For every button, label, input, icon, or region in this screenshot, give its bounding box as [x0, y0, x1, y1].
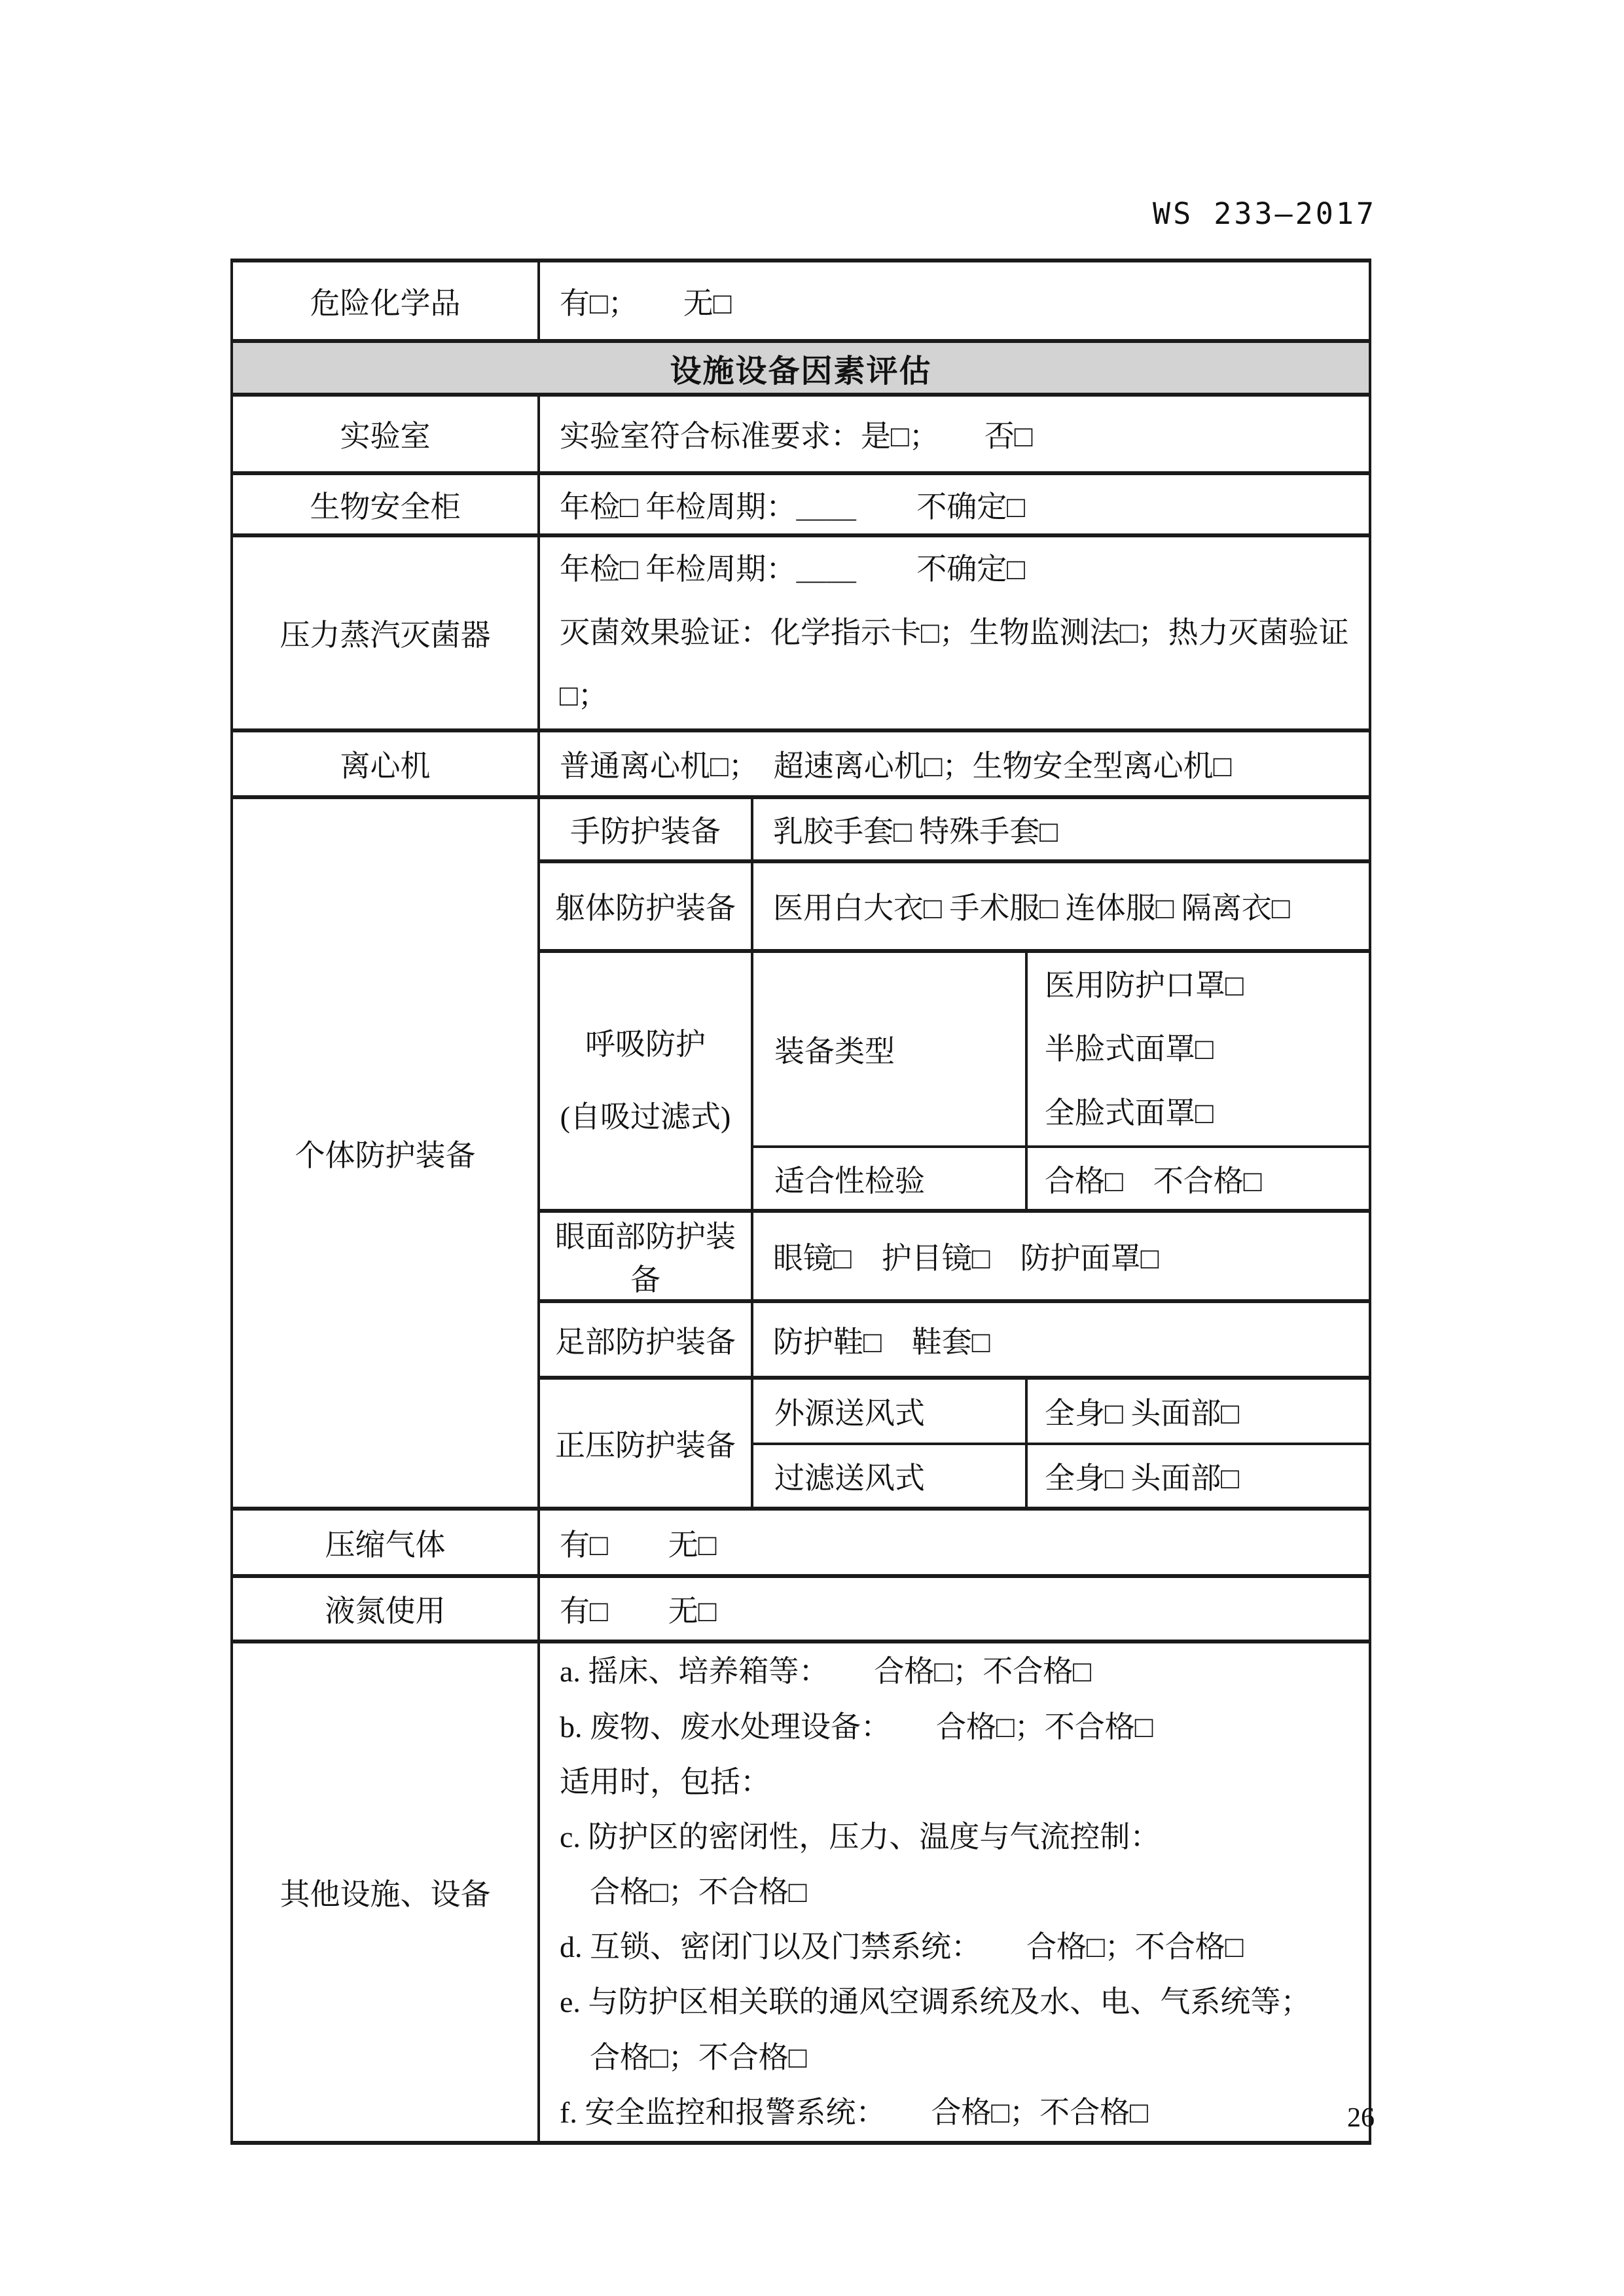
ppe-fit-test-label: 适合性检验: [752, 1147, 1026, 1211]
section-title: 设施设备因素评估: [232, 341, 1370, 395]
laboratory-label: 实验室: [232, 395, 539, 473]
ppe-filtered-supplied-options: 全身□ 头面部□: [1026, 1444, 1370, 1509]
ppe-mask-option-half-face: 半脸式面罩□: [1045, 1032, 1214, 1066]
compressed-gas-options: 有□ 无□: [539, 1509, 1370, 1576]
ppe-label: 个体防护装备: [232, 797, 539, 1509]
centrifuge-options: 普通离心机□； 超速离心机□；生物安全型离心机□: [539, 730, 1370, 797]
other-facilities-line-c: c. 防护区的密闭性，压力、温度与气流控制：: [560, 1820, 1161, 1854]
other-facilities-line-e-result: 合格□；不合格□: [560, 2040, 807, 2074]
other-facilities-line-e: e. 与防护区相关联的通风空调系统及水、电、气系统等；: [560, 1985, 1311, 2019]
hazardous-chemicals-label: 危险化学品: [232, 260, 539, 341]
ppe-body-options: 医用白大衣□ 手术服□ 连体服□ 隔离衣□: [752, 861, 1370, 951]
autoclave-options: [539, 535, 1370, 730]
ppe-foot-options: 防护鞋□ 鞋套□: [752, 1301, 1370, 1378]
ppe-positive-pressure-label: 正压防护装备: [539, 1378, 752, 1509]
row-autoclave: [232, 535, 1370, 730]
ppe-filtered-supplied-label: 过滤送风式: [752, 1444, 1026, 1509]
ppe-hand-label: 手防护装备: [539, 797, 752, 861]
ppe-eye-face-label: 眼面部防护装备: [539, 1211, 752, 1301]
ppe-mask-option-medical: 医用防护口罩□: [1045, 968, 1244, 1002]
compressed-gas-label: 压缩气体: [232, 1509, 539, 1576]
liquid-nitrogen-label: 液氮使用: [232, 1576, 539, 1641]
row-compressed-gas: [232, 1509, 1370, 1576]
centrifuge-label: 离心机: [232, 730, 539, 797]
other-facilities-label: 其他设施、设备: [232, 1641, 539, 2143]
laboratory-options: 实验室符合标准要求：是□； 否□: [539, 395, 1370, 473]
ppe-foot-label: 足部防护装备: [539, 1301, 752, 1378]
row-other-facilities: [232, 1641, 1370, 2143]
autoclave-sterilization-verify-line: 灭菌效果验证：化学指示卡□；生物监测法□；热力灭菌验证□；: [560, 615, 1349, 713]
ppe-equipment-type-options: [1026, 951, 1370, 1147]
ppe-mask-option-full-face: 全脸式面罩□: [1045, 1096, 1214, 1130]
other-facilities-line-a: a. 摇床、培养箱等： 合格□；不合格□: [560, 1655, 1091, 1689]
ppe-body-label: 躯体防护装备: [539, 861, 752, 951]
other-facilities-line-d: d. 互锁、密闭门以及门禁系统： 合格□；不合格□: [560, 1930, 1244, 1964]
ppe-respiratory-label-line2: (自吸过滤式): [560, 1100, 731, 1134]
facility-equipment-assessment-table: [230, 259, 1371, 2145]
ppe-equipment-type-label: 装备类型: [752, 951, 1026, 1147]
other-facilities-line-applicable: 适用时，包括：: [560, 1765, 770, 1799]
autoclave-label: 压力蒸汽灭菌器: [232, 535, 539, 730]
biosafety-cabinet-label: 生物安全柜: [232, 473, 539, 535]
ppe-external-supplied-options: 全身□ 头面部□: [1026, 1378, 1370, 1444]
other-facilities-options: [539, 1641, 1370, 2143]
other-facilities-line-b: b. 废物、废水处理设备： 合格□；不合格□: [560, 1710, 1153, 1744]
row-centrifuge: [232, 730, 1370, 797]
standard-number-header: WS 233—2017: [1152, 196, 1377, 231]
row-section-header: [232, 341, 1370, 395]
other-facilities-line-f: f. 安全监控和报警系统： 合格□；不合格□: [560, 2095, 1148, 2129]
row-ppe-hand: [232, 797, 1370, 861]
ppe-fit-test-options: 合格□ 不合格□: [1026, 1147, 1370, 1211]
ppe-eye-face-options: 眼镜□ 护目镜□ 防护面罩□: [752, 1211, 1370, 1301]
ppe-respiratory-label-line1: 呼吸防护: [585, 1028, 706, 1062]
row-laboratory: [232, 395, 1370, 473]
page-number: 26: [1347, 2103, 1375, 2133]
autoclave-annual-check-line: 年检□ 年检周期：＿＿ 不确定□: [560, 552, 1026, 586]
row-hazardous-chemicals: [232, 260, 1370, 341]
ppe-external-supplied-label: 外源送风式: [752, 1378, 1026, 1444]
other-facilities-line-c-result: 合格□；不合格□: [560, 1875, 807, 1909]
ppe-hand-options: 乳胶手套□ 特殊手套□: [752, 797, 1370, 861]
ppe-respiratory-label: [539, 951, 752, 1211]
hazardous-chemicals-options: 有□； 无□: [539, 260, 1370, 341]
row-biosafety-cabinet: [232, 473, 1370, 535]
row-liquid-nitrogen: [232, 1576, 1370, 1641]
liquid-nitrogen-options: 有□ 无□: [539, 1576, 1370, 1641]
biosafety-cabinet-options: 年检□ 年检周期：＿＿ 不确定□: [539, 473, 1370, 535]
